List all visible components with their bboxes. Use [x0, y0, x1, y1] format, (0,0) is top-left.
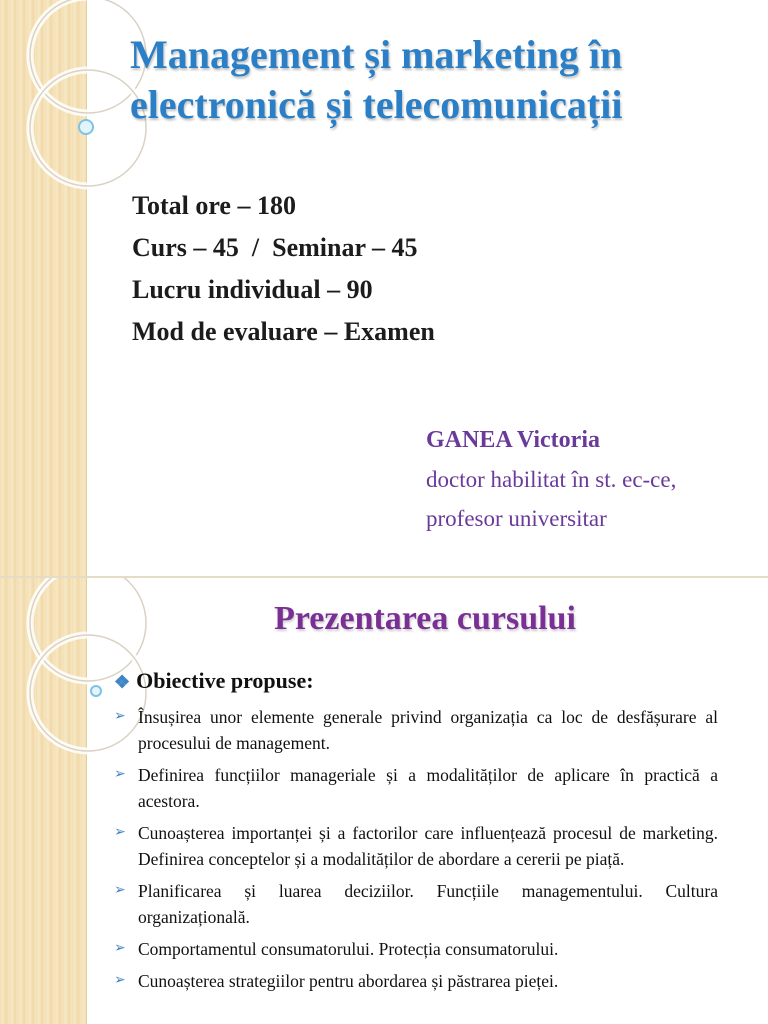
slide-2 — [0, 576, 768, 1024]
fact-individual-work: Lucru individual – 90 — [132, 275, 373, 304]
author-degree: doctor habilitat în st. ec-ce, — [426, 467, 677, 492]
author-name: GANEA Victoria — [426, 427, 600, 453]
arrow-bullet-icon: ➢ — [114, 973, 126, 988]
list-item: ➢ Planificarea și luarea deciziilor. Funcțiile managementului. Cultura organizațională. — [114, 878, 718, 930]
objectives-heading-label: Obiective propuse: — [136, 668, 314, 693]
arrow-bullet-icon: ➢ — [114, 825, 126, 840]
list-item: ➢ Definirea funcțiilor manageriale și a modalităților de aplicare în practică a acestora. — [114, 762, 718, 814]
slide-title: Management și marketing în electronică și telecomunicații — [130, 32, 623, 127]
objectives-heading — [114, 668, 314, 694]
arrow-bullet-icon: ➢ — [114, 709, 126, 724]
arrow-bullet-icon: ➢ — [114, 883, 126, 898]
course-facts-list — [132, 185, 435, 353]
list-item: ➢ Cunoașterea importanței și a factorilor care influențează procesul de marketing. Definirea conceptelor și a modalităților de abordare a cererii pe piață. — [114, 820, 718, 872]
objectives-list — [114, 704, 718, 1000]
fact-evaluation-mode: Mod de evaluare – Examen — [132, 317, 435, 346]
author-block — [426, 420, 676, 538]
fact-course-seminar: Curs – 45 / Seminar – 45 — [132, 233, 418, 262]
diamond-bullet-icon: ❖ — [114, 672, 131, 692]
list-item: ➢ Cunoașterea strategiilor pentru abordarea și păstrarea pieței. — [114, 968, 718, 994]
list-item: ➢ Comportamentul consumatorului. Protecția consumatorului. — [114, 936, 718, 962]
list-item: ➢ Însușirea unor elemente generale privind organizația ca loc de desfășurare al procesului de management. — [114, 704, 718, 756]
author-position: profesor universitar — [426, 506, 607, 531]
arrow-bullet-icon: ➢ — [114, 941, 126, 956]
slide-title: Prezentarea cursului — [274, 600, 576, 637]
arrow-bullet-icon: ➢ — [114, 767, 126, 782]
fact-total-hours: Total ore – 180 — [132, 191, 296, 220]
